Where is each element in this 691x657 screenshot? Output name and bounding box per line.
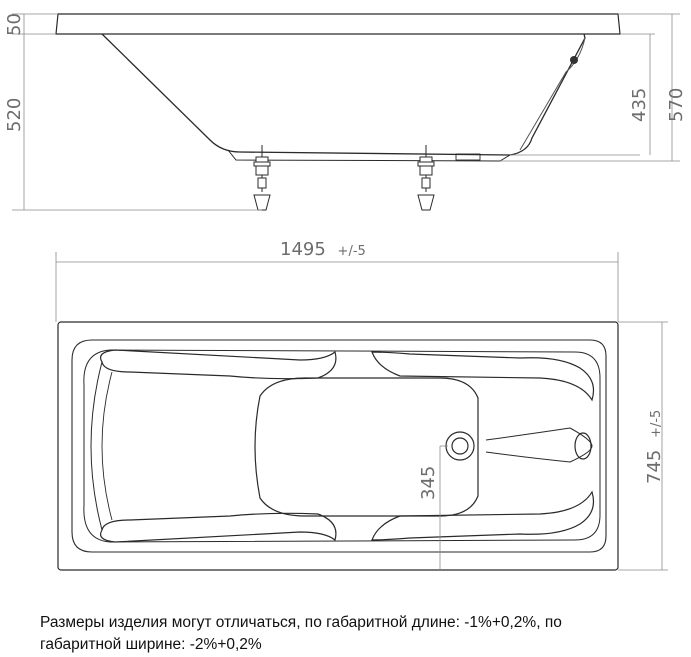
dim-drain-offset: 345 [418, 465, 439, 500]
dim-total-height: 570 [666, 87, 687, 122]
bathtub-body-profile [102, 34, 585, 155]
tub-inner-basin [72, 340, 606, 552]
dim-length-value: 1495 [280, 239, 326, 260]
dim-width-tolerance: +/-5 [649, 409, 664, 438]
dim-rim-height: 50 [4, 13, 25, 36]
headrest-left-curve [91, 362, 102, 530]
dimension-tolerance-note [40, 612, 680, 656]
drain-ring-outer [446, 432, 474, 460]
armrest-upper-left [101, 350, 336, 379]
tub-outer-rim [58, 322, 618, 570]
bathtub-bottom-plate [228, 150, 510, 161]
dim-width [644, 410, 665, 484]
center-seat [255, 378, 478, 516]
dim-length [280, 239, 366, 260]
dim-width-value: 745 [644, 449, 665, 484]
dim-length-tolerance: +/-5 [337, 244, 366, 259]
dim-body-height: 520 [4, 97, 25, 132]
armrest-lower-left [101, 513, 336, 542]
drain-ring-inner [452, 438, 468, 454]
side-view [56, 14, 620, 210]
length-dimension [56, 252, 618, 322]
tub-floor-contour [84, 350, 600, 542]
armrest-upper-right [372, 352, 594, 400]
footrest-right-curve [486, 428, 592, 462]
bathtub-rim [56, 14, 620, 34]
bathtub-body-outer-edge [520, 38, 585, 150]
top-view [58, 322, 618, 570]
overflow-outlet [570, 56, 578, 64]
leg-left [254, 145, 270, 210]
dim-inner-depth: 435 [629, 87, 650, 122]
note-line-2: габаритной ширине: -2%+0,2% [40, 636, 262, 653]
headrest-left-inner [102, 372, 112, 520]
note-line-1: Размеры изделия могут отличаться, по габаритной длине: -1%+0,2%, по [40, 614, 562, 631]
